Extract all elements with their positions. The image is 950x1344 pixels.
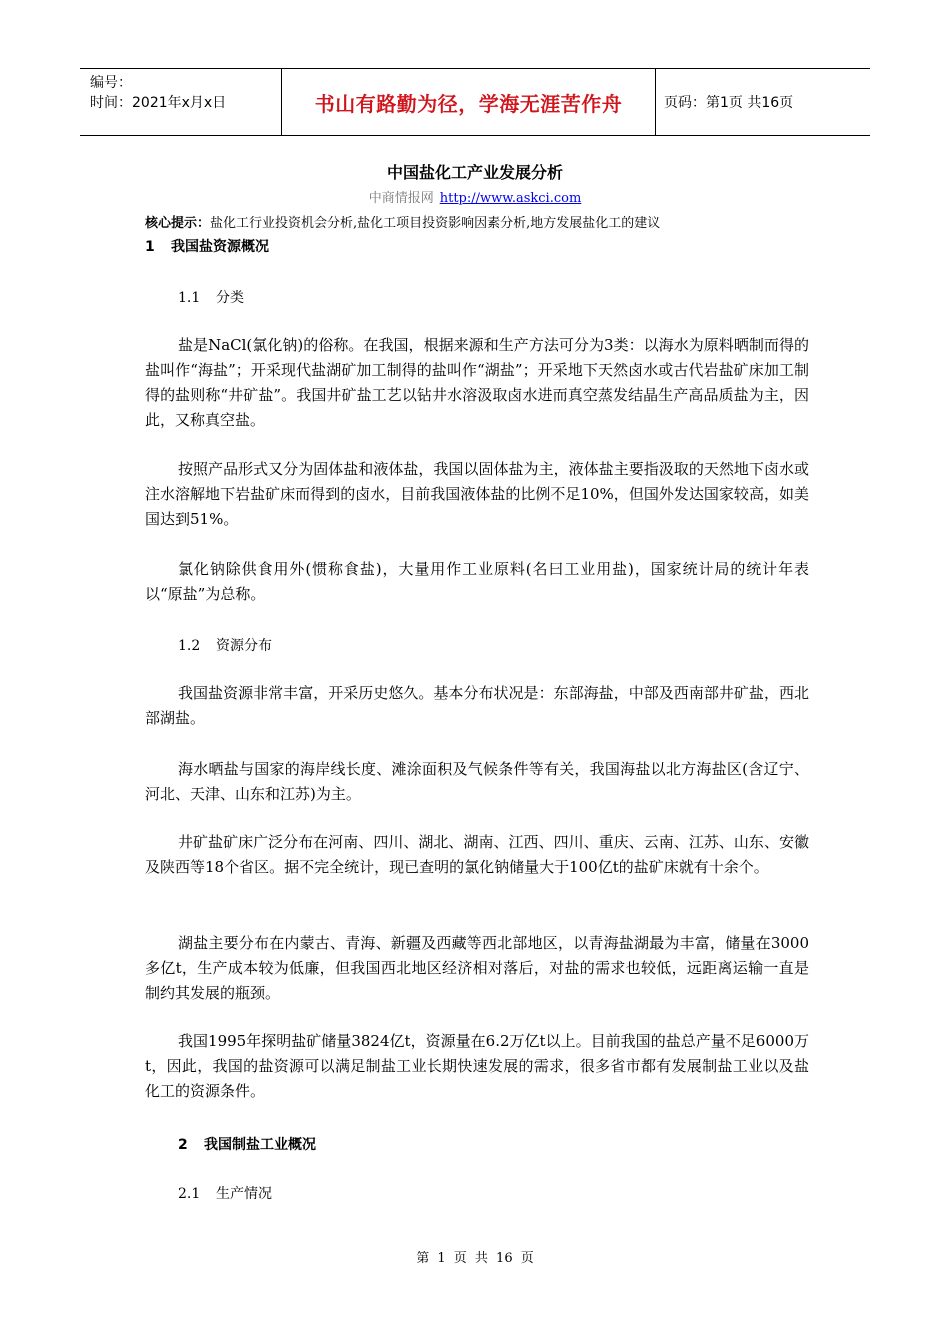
document-title: 中国盐化工产业发展分析 bbox=[386, 163, 563, 182]
subsection-number: 1.2 bbox=[178, 638, 201, 654]
subsection-heading-2-1 bbox=[178, 1183, 272, 1203]
paragraph: 湖盐主要分布在内蒙古、青海、新疆及西藏等西北部地区，以青海盐湖最为丰富，储量在3000多亿t，生产成本较为低廉，但我国西北地区经济相对落后，对盐的需求也较低，远距离运输一直是制约其发展的瓶颈。 bbox=[145, 934, 809, 1002]
paragraph: 我国1995年探明盐矿储量3824亿t，资源量在6.2万亿t以上。目前我国的盐总产量不足6000万t，因此，我国的盐资源可以满足制盐工业长期快速发展的需求，很多省市都有发展制盐工业以及盐化工的资源条件。 bbox=[145, 1032, 809, 1100]
keynote-text: 盐化工行业投资机会分析,盐化工项目投资影响因素分析,地方发展盐化工的建议 bbox=[210, 216, 661, 231]
paragraph: 我国盐资源非常丰富，开采历史悠久。基本分布状况是：东部海盐，中部及西南部井矿盐，西北部湖盐。 bbox=[145, 684, 809, 727]
page-footer: 第 1 页 共 16 页 bbox=[416, 1251, 534, 1266]
subsection-title: 生产情况 bbox=[216, 1186, 272, 1202]
page-header bbox=[80, 68, 870, 136]
source-line bbox=[0, 187, 950, 206]
paragraph: 氯化钠除供食用外(惯称食盐)，大量用作工业原料(名曰工业用盐)，国家统计局的统计年表以“原盐”为总称。 bbox=[145, 560, 809, 603]
header-page-info: 页码：第1页 共16页 bbox=[664, 95, 794, 111]
section-number: 2 bbox=[178, 1137, 188, 1153]
subsection-number: 1.1 bbox=[178, 290, 201, 306]
paragraph: 按照产品形式又分为固体盐和液体盐，我国以固体盐为主，液体盐主要指汲取的天然地下卤水或注水溶解地下岩盐矿床而得到的卤水，目前我国液体盐的比例不足10%，但国外发达国家较高，如美国达到51%。 bbox=[145, 460, 809, 528]
section-title: 我国盐资源概况 bbox=[171, 239, 269, 255]
paragraph: 井矿盐矿床广泛分布在河南、四川、湖北、湖南、江西、四川、重庆、云南、江苏、山东、安徽及陕西等18个省区。据不完全统计，现已查明的氯化钠储量大于100亿t的盐矿床就有十余个。 bbox=[145, 833, 809, 876]
section-heading-1 bbox=[145, 236, 269, 256]
time-label: 时间：2021年x月x日 bbox=[90, 95, 227, 111]
source-link[interactable]: http://www.askci.com bbox=[439, 191, 582, 206]
number-label: 编号： bbox=[90, 75, 132, 91]
keynote-label: 核心提示： bbox=[145, 216, 211, 231]
subsection-title: 分类 bbox=[216, 290, 244, 306]
paragraph: 盐是NaCl(氯化钠)的俗称。在我国，根据来源和生产方法可分为3类：以海水为原料晒制而得的盐叫作“海盐”；开采现代盐湖矿加工制得的盐叫作“湖盐”；开采地下天然卤水或古代岩盐矿床加工制得的盐则称“井矿盐”。我国井矿盐工艺以钻井水溶汲取卤水进而真空蒸发结晶生产高品质盐为主，因此，又称真空盐。 bbox=[145, 336, 809, 429]
header-meta bbox=[80, 69, 282, 135]
section-number: 1 bbox=[145, 239, 155, 255]
section-title: 我国制盐工业概况 bbox=[204, 1137, 316, 1153]
paragraph: 海水晒盐与国家的海岸线长度、滩涂面积及气候条件等有关，我国海盐以北方海盐区(含辽宁、河北、天津、山东和江苏)为主。 bbox=[145, 760, 809, 803]
subsection-heading-1-2 bbox=[178, 635, 272, 655]
subsection-title: 资源分布 bbox=[216, 638, 272, 654]
header-motto: 书山有路勤为径，学海无涯苦作舟 bbox=[282, 69, 656, 135]
section-heading-2 bbox=[178, 1134, 316, 1154]
subsection-number: 2.1 bbox=[178, 1186, 201, 1202]
subsection-heading-1-1 bbox=[178, 287, 244, 307]
source-name: 中商情报网 bbox=[368, 191, 434, 206]
keynote bbox=[145, 212, 660, 231]
